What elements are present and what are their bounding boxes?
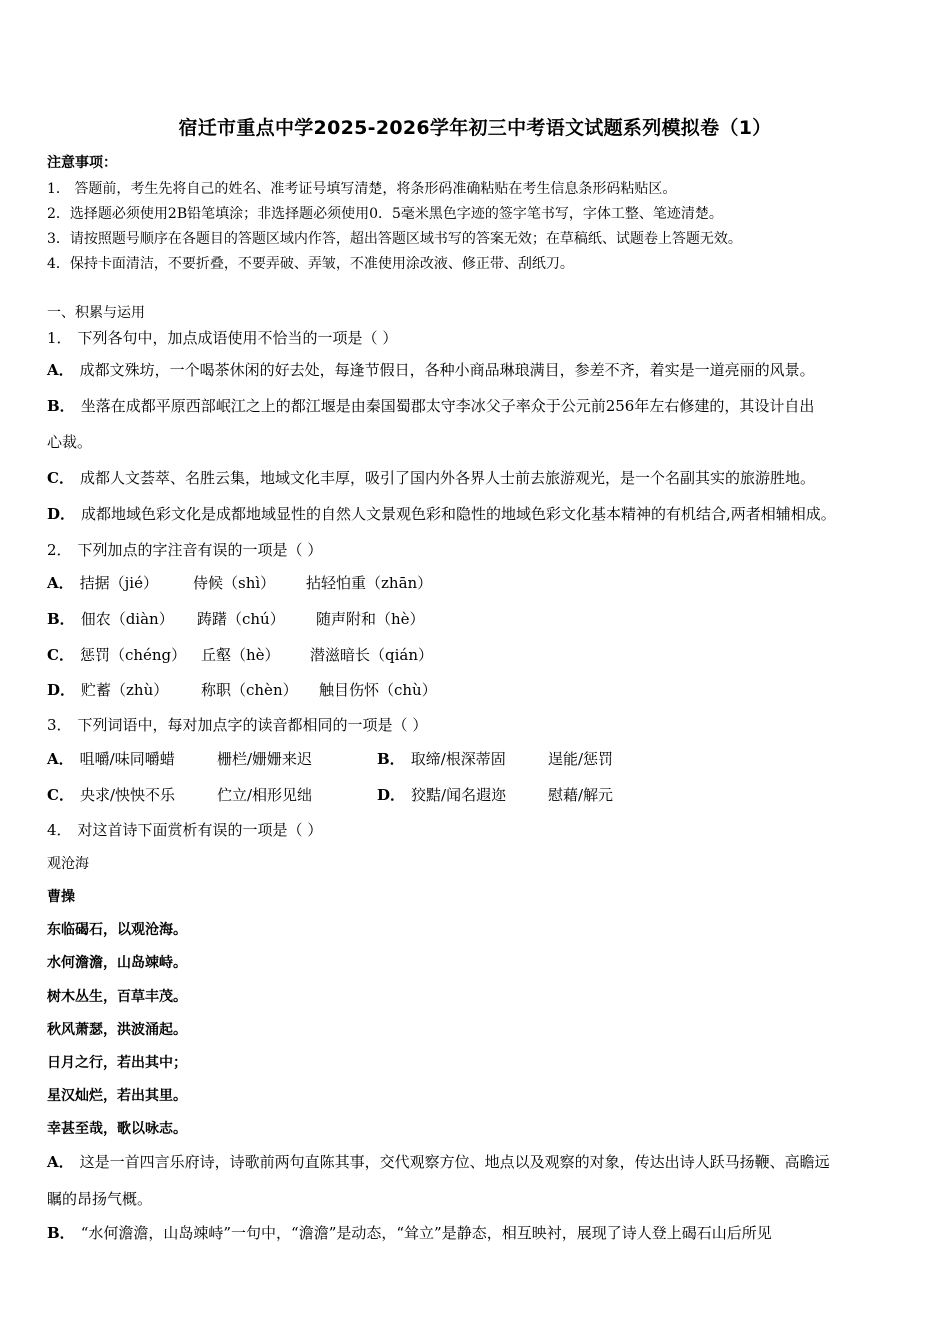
- q2-option-c: [47, 644, 186, 665]
- q1-option-d: [47, 503, 836, 524]
- q1-option-b-continuation: 心裁。: [47, 433, 93, 451]
- page-title: 宿迁市重点中学2025-2026学年初三中考语文试题系列模拟卷（1）: [178, 117, 772, 139]
- question-number: 1．: [47, 329, 72, 347]
- poem-line: 星汉灿烂，若出其里。: [47, 1088, 187, 1104]
- poem-line: 东临碣石，以观沧海。: [47, 922, 187, 938]
- option-word: 取缔/根深蒂固: [410, 750, 506, 768]
- question-text: 下列词语中，每对加点字的读音都相同的一项是（ ）: [77, 716, 428, 734]
- question-text: 下列各句中，加点成语使用不恰当的一项是（ ）: [77, 329, 398, 347]
- option-label: C．: [47, 646, 74, 664]
- poem-line: 水何澹澹，山岛竦峙。: [47, 955, 187, 971]
- poem-line: 幸甚至哉，歌以咏志。: [47, 1121, 187, 1137]
- option-text: “水何澹澹，山岛竦峙”一句中，“澹澹”是动态，“耸立”是静态，相互映衬，展现了诗人登上碣石山后所见: [80, 1224, 772, 1242]
- question-4-stem: [47, 819, 322, 840]
- q2-option-d: [47, 679, 168, 700]
- q2-option-a: [47, 572, 158, 593]
- poem-line: 日月之行，若出其中；: [47, 1055, 187, 1071]
- option-label: A．: [47, 361, 74, 379]
- question-number: 2．: [47, 541, 72, 559]
- q3-option-b: [377, 748, 506, 769]
- option-label: B．: [377, 750, 405, 768]
- option-label: A．: [47, 750, 74, 768]
- notice-heading: 注意事项：: [47, 155, 117, 171]
- option-word: 拈轻怕重（zhān）: [306, 574, 433, 592]
- option-label: A．: [47, 1153, 74, 1171]
- question-number: 4．: [47, 821, 72, 839]
- option-label: C．: [47, 786, 74, 804]
- option-word: 慰藉/解元: [548, 786, 614, 804]
- question-number: 3．: [47, 716, 72, 734]
- option-word: 咀嚼/味同嚼蜡: [79, 750, 175, 768]
- notice-item: 3．请按照题号顺序在各题目的答题区域内作答，超出答题区域书写的答案无效；在草稿纸、试题卷上答题无效。: [47, 231, 742, 247]
- poem-author: 曹操: [47, 889, 75, 905]
- poem-line: 秋风萧瑟，洪波涌起。: [47, 1022, 187, 1038]
- option-word: 狡黠/闻名遐迩: [411, 786, 507, 804]
- question-3-stem: [47, 714, 427, 735]
- q4-option-a: [47, 1151, 830, 1172]
- option-label: D．: [47, 505, 76, 523]
- option-label: D．: [47, 681, 76, 699]
- option-label: B．: [47, 610, 75, 628]
- option-text: 成都人文荟萃、名胜云集，地域文化丰厚，吸引了国内外各界人士前去旅游观光，是一个名副其实的旅游胜地。: [79, 469, 815, 487]
- question-text: 对这首诗下面赏析有误的一项是（ ）: [77, 821, 323, 839]
- option-word: 逞能/惩罚: [548, 750, 614, 768]
- option-word: 丘壑（hè）: [201, 646, 280, 664]
- q2-option-b: [47, 608, 174, 629]
- q1-option-b: [47, 395, 814, 416]
- option-label: B．: [47, 1224, 75, 1242]
- poem-line: 树木丛生，百草丰茂。: [47, 989, 187, 1005]
- question-1-stem: [47, 327, 397, 348]
- option-word: 称职（chèn）: [201, 681, 298, 699]
- q3-option-c: [47, 784, 175, 805]
- option-word: 央求/怏怏不乐: [79, 786, 176, 804]
- q3-option-d: [377, 784, 506, 805]
- option-label: C．: [47, 469, 74, 487]
- q1-option-c: [47, 467, 815, 488]
- option-word: 伫立/相形见绌: [217, 786, 313, 804]
- q4-option-b: [47, 1222, 772, 1243]
- question-2-stem: [47, 539, 322, 560]
- option-label: D．: [377, 786, 406, 804]
- option-label: B．: [47, 397, 75, 415]
- poem-title: 观沧海: [47, 856, 89, 872]
- question-text: 下列加点的字注音有误的一项是（ ）: [77, 541, 323, 559]
- option-word: 贮蓄（zhù）: [81, 681, 169, 699]
- option-label: A．: [47, 574, 74, 592]
- option-text: 坐落在成都平原西部岷江之上的都江堰是由秦国蜀郡太守李冰父子率众于公元前256年左右修建的，其设计自出: [80, 397, 815, 415]
- option-word: 佃农（diàn）: [80, 610, 174, 628]
- q3-option-a: [47, 748, 175, 769]
- option-word: 栅栏/姗姗来迟: [217, 750, 313, 768]
- option-word: 惩罚（chéng）: [79, 646, 187, 664]
- option-word: 潜滋暗长（qián）: [310, 646, 434, 664]
- section-heading: 一、积累与运用: [47, 305, 145, 321]
- option-text: 成都文殊坊，一个喝茶休闲的好去处，每逢节假日，各种小商品琳琅满目，参差不齐，着实是一道亮丽的风景。: [79, 361, 815, 379]
- notice-item: 4．保持卡面清洁，不要折叠，不要弄破、弄皱，不准使用涂改液、修正带、刮纸刀。: [47, 256, 574, 272]
- option-text: 这是一首四言乐府诗，诗歌前两句直陈其事，交代观察方位、地点以及观察的对象，传达出诗人跃马扬鞭、高瞻远: [79, 1153, 830, 1171]
- q1-option-a: [47, 359, 815, 380]
- notice-item: 1． 答题前，考生先将自己的姓名、准考证号填写清楚，将条形码准确粘贴在考生信息条形码粘贴区。: [47, 181, 677, 197]
- option-word: 触目伤怀（chù）: [319, 681, 437, 699]
- option-word: 随声附和（hè）: [316, 610, 425, 628]
- option-word: 侍候（shì）: [193, 574, 276, 592]
- option-word: 拮据（jié）: [79, 574, 158, 592]
- option-text: 成都地域色彩文化是成都地域显性的自然人文景观色彩和隐性的地域色彩文化基本精神的有机结合,两者相辅相成。: [81, 505, 836, 523]
- option-word: 踌躇（chú）: [197, 610, 285, 628]
- notice-item: 2．选择题必须使用2B铅笔填涂；非选择题必须使用0．5毫米黑色字迹的签字笔书写，字体工整、笔迹清楚。: [47, 206, 723, 222]
- q4-option-a-continuation: 瞩的昂扬气概。: [47, 1190, 153, 1208]
